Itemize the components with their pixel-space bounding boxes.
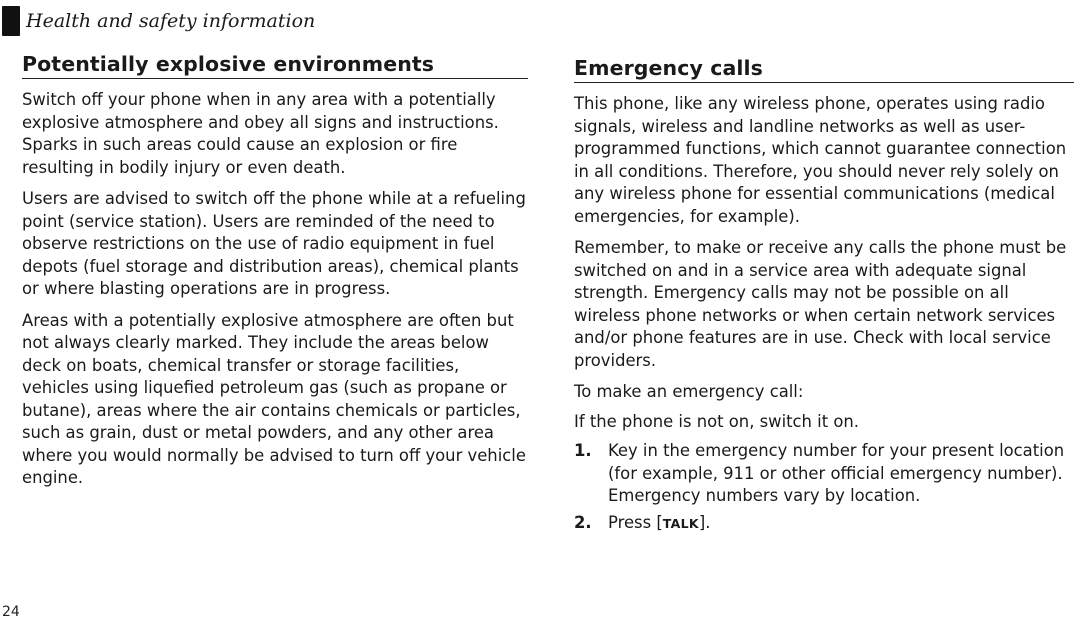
step-text xyxy=(608,512,1074,536)
step-number: 2. xyxy=(574,512,592,532)
header-title: Health and safety information xyxy=(26,10,316,32)
paragraph: Remember, to make or receive any calls the phone must be switched on and in a service area with adequate signal strength. Emergency calls may not be possible on all wireless phone networks or when certain network services and/or phone features are in use. Check with local service providers. xyxy=(574,238,1067,370)
section-title-emergency: Emergency calls xyxy=(574,52,1074,83)
step-text-after: ]. xyxy=(698,512,711,532)
right-column xyxy=(574,52,1074,539)
step-item xyxy=(574,440,1074,508)
paragraph: Switch off your phone when in any area with a potentially explosive atmosphere and obey all signs and instructions. Sparks in such areas could cause an explosion or fire resulting in bodily injury or even death. xyxy=(22,90,499,177)
section-title-explosive: Potentially explosive environments xyxy=(22,52,528,79)
paragraph: This phone, like any wireless phone, operates using radio signals, wireless and landline networks as well as user-programmed functions, which cannot guarantee connection in all conditions. Therefore, you should never rely solely on any wireless phone for essential communications (medical emergencies, for example). xyxy=(574,94,1067,226)
page-number: 24 xyxy=(2,604,20,620)
paragraph: To make an emergency call: xyxy=(574,382,804,401)
section-tab-mark xyxy=(2,6,20,36)
paragraph: Areas with a potentially explosive atmosphere are often but not always clearly marked. They include the areas below deck on boats, chemical transfer or storage facilities, vehicles using liquefied petroleum gas (such as propane or butane), areas where the air contains chemicals or particles, such as grain, dust or metal powders, and any other area where you would normally be advised to turn off your vehicle engine. xyxy=(22,310,526,487)
left-column xyxy=(22,52,528,499)
paragraph: If the phone is not on, switch it on. xyxy=(574,411,859,431)
talk-key-label: TALK xyxy=(662,515,699,531)
step-text: Key in the emergency number for your present location (for example, 911 or other official emergency number). Emergency numbers vary by location. xyxy=(608,441,1065,505)
page-header xyxy=(2,4,315,38)
step-item xyxy=(574,512,1074,536)
step-number: 1. xyxy=(574,441,592,460)
step-text-before: Press [ xyxy=(608,512,663,532)
paragraph: Users are advised to switch off the phone while at a refueling point (service station). Users are reminded of the need to observe restrictions on the use of radio equipment in fuel depots (fuel storage and distribution areas), chemical plants or where blasting operations are in progress. xyxy=(22,189,526,298)
